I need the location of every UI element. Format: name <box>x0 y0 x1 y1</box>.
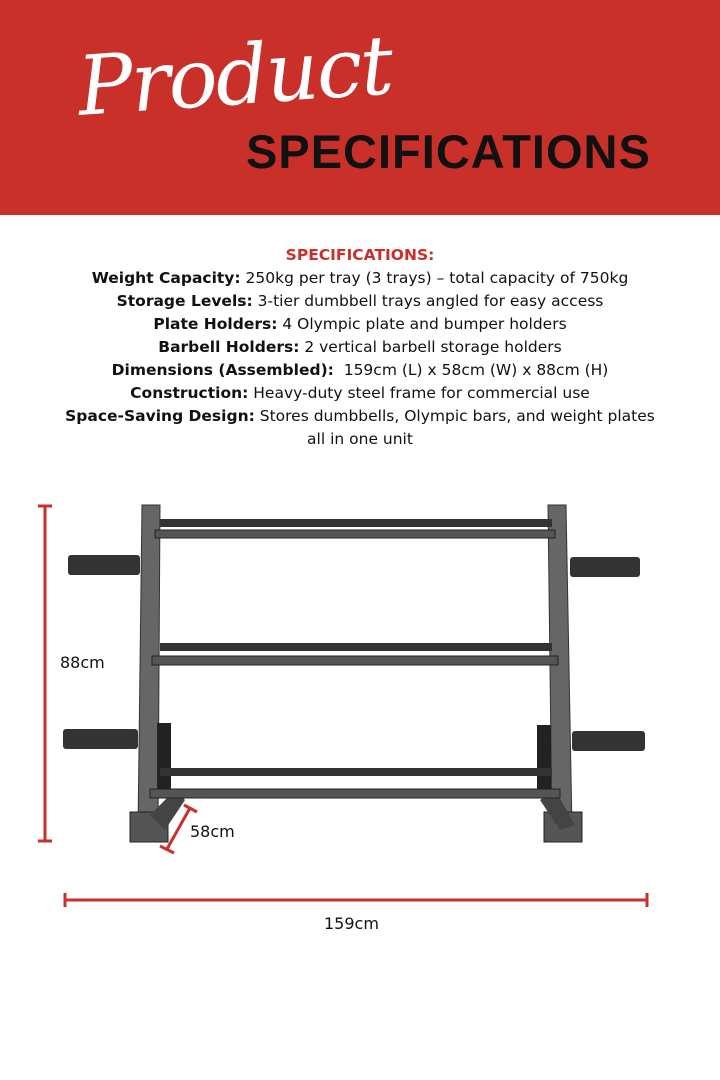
spec-value: Stores dumbbells, Olympic bars, and weight plates <box>254 407 655 425</box>
spec-label: Plate Holders: <box>153 315 278 333</box>
rack-frame <box>63 505 645 842</box>
length-dimension-line <box>65 893 647 907</box>
spec-label: Storage Levels: <box>116 292 253 310</box>
spec-value: 159cm (L) x 58cm (W) x 88cm (H) <box>333 361 609 379</box>
spec-continuation: all in one unit <box>307 430 413 448</box>
spec-label: Construction: <box>130 384 249 402</box>
height-dimension-line <box>38 506 52 841</box>
length-label: 159cm <box>324 914 379 933</box>
spec-heading: SPECIFICATIONS: <box>285 246 435 264</box>
height-label: 88cm <box>60 653 105 672</box>
depth-label: 58cm <box>190 822 235 841</box>
page-title: SPECIFICATIONS <box>246 125 651 178</box>
spec-label: Dimensions (Assembled): <box>111 361 334 379</box>
spec-label: Weight Capacity: <box>91 269 241 287</box>
spec-label: Space-Saving Design: <box>65 407 255 425</box>
spec-value: 2 vertical barbell storage holders <box>299 338 562 356</box>
script-title: Product <box>74 18 395 135</box>
spec-value: 4 Olympic plate and bumper holders <box>277 315 567 333</box>
spec-value: Heavy-duty steel frame for commercial use <box>248 384 590 402</box>
spec-value: 3-tier dumbbell trays angled for easy access <box>252 292 604 310</box>
spec-value: 250kg per tray (3 trays) – total capacity of 750kg <box>240 269 629 287</box>
spec-label: Barbell Holders: <box>158 338 300 356</box>
